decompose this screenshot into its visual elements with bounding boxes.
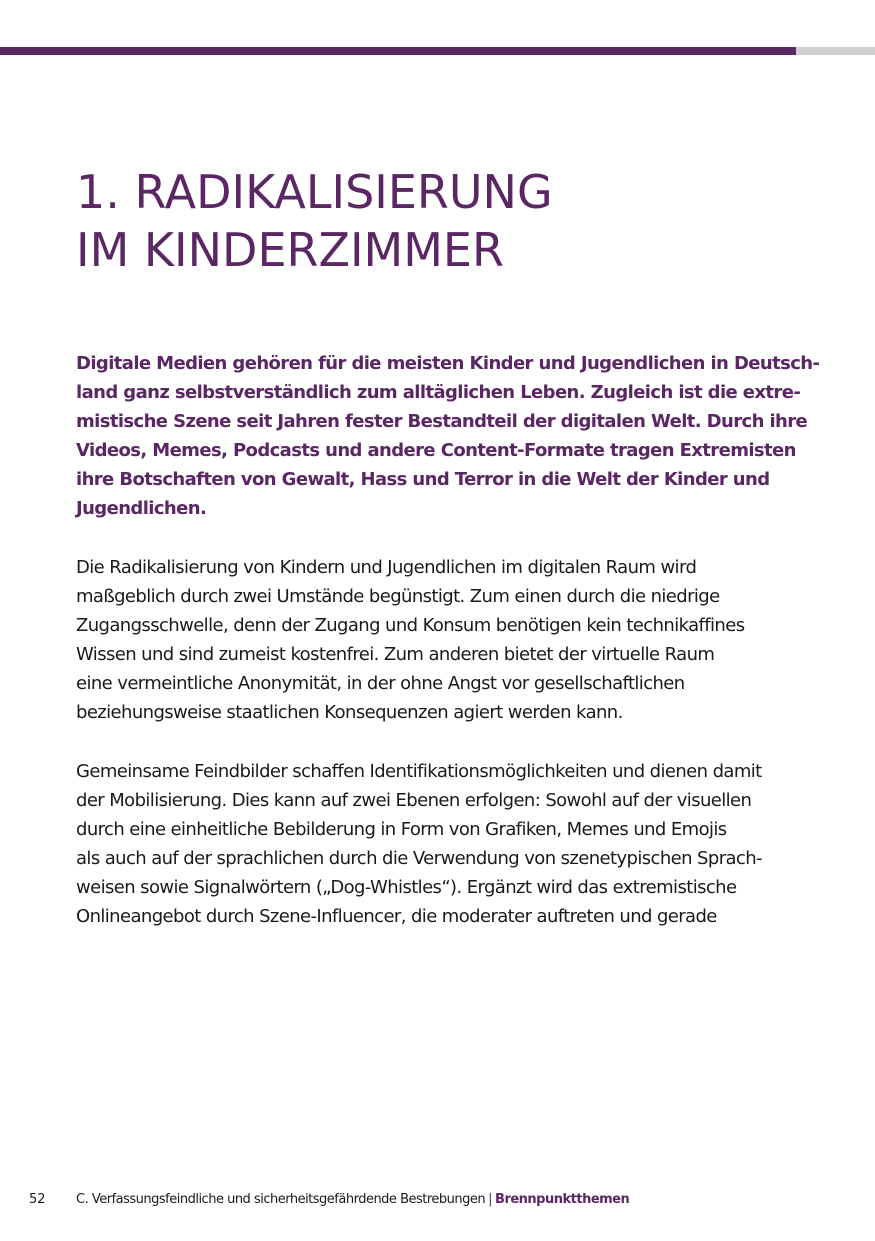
intro-line: Digitale Medien gehören für die meisten Kinder und Jugendlichen in Deutsch- <box>76 353 820 374</box>
intro-line: ihre Botschaften von Gewalt, Hass und Terror in die Welt der Kinder und <box>76 469 770 490</box>
page-footer <box>0 1188 875 1212</box>
paragraph-line: Gemeinsame Feindbilder schaffen Identifikationsmöglichkeiten und dienen damit <box>76 761 762 782</box>
chapter-title-line-1: 1. RADIKALISIERUNG <box>76 165 553 219</box>
intro-line: land ganz selbstverständlich zum alltäglichen Leben. Zugleich ist die extre- <box>76 382 801 403</box>
intro-line: mistische Szene seit Jahren fester Bestandteil der digitalen Welt. Durch ihre <box>76 411 808 432</box>
paragraph-line: maßgeblich durch zwei Umstände begünstigt. Zum einen durch die niedrige <box>76 586 720 607</box>
footer-section: C. Verfassungsfeindliche und sicherheitsgefährdende Bestrebungen <box>76 1192 486 1207</box>
intro-line: Videos, Memes, Podcasts und andere Content-Formate tragen Extremisten <box>76 440 796 461</box>
paragraph-line: eine vermeintliche Anonymität, in der ohne Angst vor gesellschaftlichen <box>76 673 685 694</box>
paragraph-line: Onlineangebot durch Szene-Influencer, die moderater auftreten und gerade <box>76 906 717 927</box>
paragraph-line: Wissen und sind zumeist kostenfrei. Zum anderen bietet der virtuelle Raum <box>76 644 715 665</box>
paragraph-line: beziehungsweise staatlichen Konsequenzen agiert werden kann. <box>76 702 623 723</box>
paragraph-line: durch eine einheitliche Bebilderung in Form von Grafiken, Memes und Emojis <box>76 819 727 840</box>
intro-paragraph <box>76 349 820 523</box>
footer-highlight: Brennpunktthemen <box>495 1192 630 1207</box>
chapter-title <box>76 163 553 279</box>
paragraph-line: Zugangsschwelle, denn der Zugang und Konsum benötigen kein technikaffines <box>76 615 745 636</box>
body-paragraph-1 <box>76 553 806 727</box>
paragraph-line: Die Radikalisierung von Kindern und Jugendlichen im digitalen Raum wird <box>76 557 697 578</box>
chapter-title-line-2: IM KINDERZIMMER <box>76 223 504 277</box>
header-accent-bar <box>0 47 796 55</box>
footer-running-title <box>76 1188 629 1212</box>
page-number: 52 <box>29 1192 46 1207</box>
body-paragraph-2 <box>76 757 806 931</box>
paragraph-line: der Mobilisierung. Dies kann auf zwei Ebenen erfolgen: Sowohl auf der visuellen <box>76 790 752 811</box>
intro-line: Jugendlichen. <box>76 498 207 519</box>
paragraph-line: als auch auf der sprachlichen durch die Verwendung von szenetypischen Sprach- <box>76 848 762 869</box>
header-gray-bar <box>796 47 875 55</box>
paragraph-line: weisen sowie Signalwörtern („Dog-Whistles“). Ergänzt wird das extremistische <box>76 877 737 898</box>
footer-separator: | <box>488 1192 493 1207</box>
